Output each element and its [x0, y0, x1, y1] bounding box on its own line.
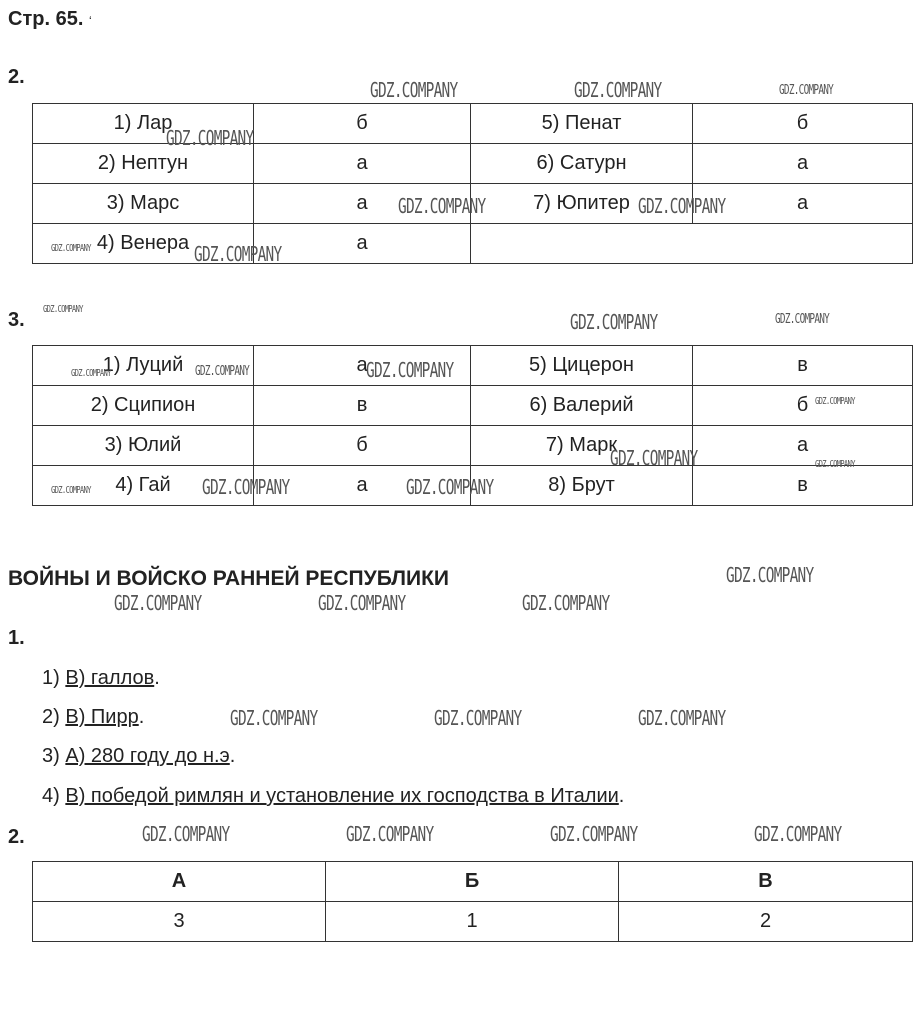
watermark: GDZ.COMPANY: [194, 242, 282, 266]
watermark: GDZ.COMPANY: [51, 243, 91, 254]
table-cell: 3) Юлий: [33, 426, 254, 466]
task-label: 1.: [8, 627, 25, 649]
table-cell: [471, 224, 913, 264]
table-row: [33, 386, 913, 426]
section-label: 3.: [8, 309, 25, 331]
answer-item: [42, 667, 160, 690]
table-cell: 5) Пенат: [471, 104, 693, 144]
watermark: GDZ.COMPANY: [610, 446, 698, 470]
table-cell: б: [693, 104, 913, 144]
table-cell: 7) Юпитер: [471, 184, 693, 224]
answer-end: .: [229, 745, 236, 767]
watermark: GDZ.COMPANY: [550, 822, 638, 846]
gods-table: [32, 103, 913, 264]
table-cell: а: [693, 184, 913, 224]
watermark: GDZ.COMPANY: [43, 304, 83, 315]
answer-text: А) 280 году до н.э: [65, 745, 230, 767]
table-cell: 4) Гай: [33, 466, 254, 506]
watermark: GDZ.COMPANY: [195, 364, 250, 379]
table-row: [33, 104, 913, 144]
watermark: GDZ.COMPANY: [638, 194, 726, 218]
watermark: GDZ.COMPANY: [754, 822, 842, 846]
answer-number: 1): [42, 667, 60, 689]
answer-number: 3): [42, 745, 60, 767]
watermark: GDZ.COMPANY: [71, 368, 111, 379]
answer-end: .: [154, 667, 160, 689]
answer-text: В) Пирр: [65, 706, 139, 728]
table-cell: а: [254, 224, 471, 264]
answer-text: В) победой римлян и установление их господства в Италии: [65, 785, 619, 807]
table-cell: 1) Луций: [33, 346, 254, 386]
watermark: GDZ.COMPANY: [370, 78, 458, 102]
table-cell: а: [693, 426, 913, 466]
table-cell: б: [254, 104, 471, 144]
watermark: GDZ.COMPANY: [318, 591, 406, 615]
table-cell: 1) Лар: [33, 104, 254, 144]
watermark: GDZ.COMPANY: [434, 706, 522, 730]
watermark: GDZ.COMPANY: [815, 396, 855, 407]
watermark: GDZ.COMPANY: [638, 706, 726, 730]
table-header-cell: В: [619, 862, 913, 902]
matching-table: [32, 861, 913, 942]
table-header-cell: Б: [326, 862, 619, 902]
answer-item: [42, 706, 144, 729]
table-cell: 2) Нептун: [33, 144, 254, 184]
table-row: [33, 902, 913, 942]
watermark: GDZ.COMPANY: [574, 78, 662, 102]
task-label: 2.: [8, 826, 25, 848]
watermark: GDZ.COMPANY: [726, 563, 814, 587]
table-cell: 5) Цицерон: [471, 346, 693, 386]
answer-text: В) галлов: [65, 667, 155, 689]
table-row: [33, 426, 913, 466]
table-row: [33, 144, 913, 184]
table-cell: а: [254, 346, 471, 386]
table-cell: 2) Сципион: [33, 386, 254, 426]
table-cell: в: [254, 386, 471, 426]
table-cell: а: [254, 466, 471, 506]
table-cell: а: [693, 144, 913, 184]
table-cell: 1: [326, 902, 619, 942]
table-cell: 7) Марк: [471, 426, 693, 466]
watermark: GDZ.COMPANY: [522, 591, 610, 615]
table-row: [33, 346, 913, 386]
watermark: GDZ.COMPANY: [142, 822, 230, 846]
table-cell: а: [254, 144, 471, 184]
section-label: 2.: [8, 66, 25, 88]
table-cell: 6) Сатурн: [471, 144, 693, 184]
section-heading: ВОЙНЫ И ВОЙСКО РАННЕЙ РЕСПУБЛИКИ: [8, 567, 450, 590]
page-header: [8, 8, 92, 31]
watermark: GDZ.COMPANY: [398, 194, 486, 218]
answer-item: [42, 785, 624, 808]
table-cell: б: [254, 426, 471, 466]
watermark: GDZ.COMPANY: [775, 312, 830, 327]
table-header-row: [33, 862, 913, 902]
table-header-cell: А: [33, 862, 326, 902]
answer-number: 2): [42, 706, 60, 728]
table-cell: 4) Венера: [33, 224, 254, 264]
watermark: GDZ.COMPANY: [570, 310, 658, 334]
answer-end: .: [138, 706, 145, 728]
table-row: [33, 224, 913, 264]
page-header-text: Стр. 65.: [8, 8, 84, 30]
watermark: GDZ.COMPANY: [202, 475, 290, 499]
table-cell: 8) Брут: [471, 466, 693, 506]
watermark: GDZ.COMPANY: [779, 83, 834, 98]
table-cell: 3) Марс: [33, 184, 254, 224]
watermark: GDZ.COMPANY: [366, 358, 454, 382]
table-cell: 2: [619, 902, 913, 942]
table-cell: в: [693, 346, 913, 386]
table-cell: в: [693, 466, 913, 506]
answer-item: [42, 745, 235, 768]
watermark: GDZ.COMPANY: [406, 475, 494, 499]
answer-number: 4): [42, 785, 60, 807]
watermark: GDZ.COMPANY: [114, 591, 202, 615]
page-header-mark: ʻ: [88, 14, 92, 28]
table-cell: б: [693, 386, 913, 426]
answer-end: .: [618, 785, 625, 807]
watermark: GDZ.COMPANY: [166, 126, 254, 150]
watermark: GDZ.COMPANY: [346, 822, 434, 846]
table-cell: 3: [33, 902, 326, 942]
watermark: GDZ.COMPANY: [230, 706, 318, 730]
watermark: GDZ.COMPANY: [51, 485, 91, 496]
table-cell: 6) Валерий: [471, 386, 693, 426]
table-cell: а: [254, 184, 471, 224]
watermark: GDZ.COMPANY: [815, 459, 855, 470]
